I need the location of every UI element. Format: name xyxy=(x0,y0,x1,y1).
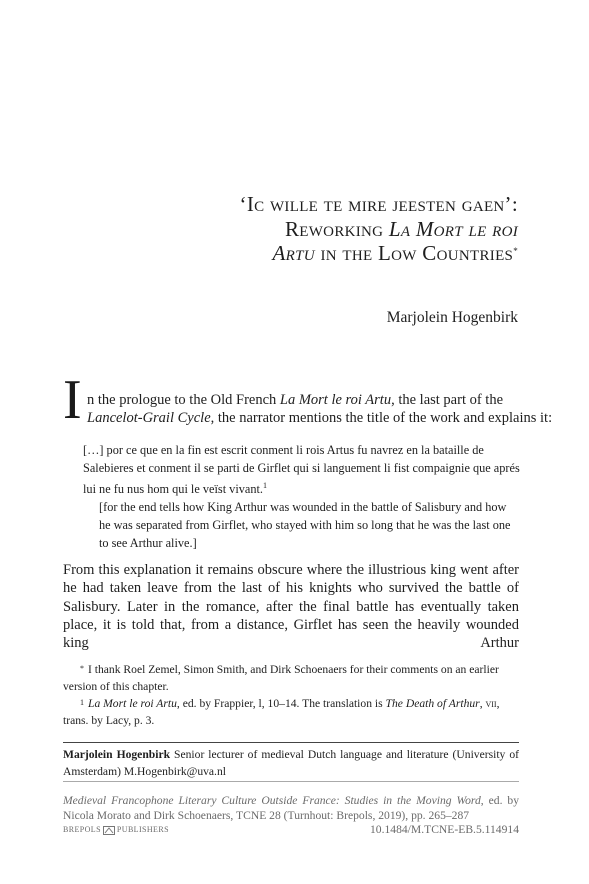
publisher-logo xyxy=(63,825,169,835)
publisher-name-right: PUBLISHERS xyxy=(116,825,169,834)
title-line-1: ‘Ic wille te mire jeesten gaen’: xyxy=(239,192,518,216)
drop-cap: I xyxy=(63,369,82,431)
intro-line-1-suffix: , the last part of the xyxy=(391,392,504,408)
footnote-star-mark: * xyxy=(80,664,84,673)
footnote-1-italic-b: The Death of Arthur xyxy=(385,697,480,710)
publisher-emblem-icon xyxy=(103,826,115,835)
bio-bottom-rule xyxy=(63,781,519,782)
intro-line-1-italic: La Mort le roi Artu xyxy=(279,392,392,408)
intro-line-1 xyxy=(87,392,519,409)
title-line-2-italic: La Mort le roi xyxy=(388,216,518,241)
footnote-1-text-a: , ed. by Frappier, l, 10–14. The translation is xyxy=(176,697,386,710)
body-paragraph: From this explanation it remains obscure where the illustrious king went after he had taken leave from the last of his knights who survived the battle of Salisbury. Later in the romance, after the final battle has eventually taken place, it is told that, from a distance, Girflet has seen the heavily wounded king Arthur xyxy=(63,562,519,652)
footnote-star-text: I thank Roel Zemel, Simon Smith, and Dirk Schoenaers for their comments on an earlier version of this chapter. xyxy=(63,663,499,693)
author-bio xyxy=(63,746,519,780)
bio-text: Senior lecturer of medieval Dutch language and literature (University of Amsterdam) M.Hogenbirk@uva.nl xyxy=(63,748,519,778)
footnote-1-italic-a: La Mort le roi Artu xyxy=(88,697,177,710)
footnote-star xyxy=(63,661,519,695)
bio-name: Marjolein Hogenbirk xyxy=(63,748,171,761)
french-quotation-text: […] por ce que en la fin est escrit conment li rois Artus fu navrez en la bataille de Salebieres et conment il se parti de Girflet qui si languement li fist compaignie que aprés lui ne fu nus hom qui le veïst vivant. xyxy=(83,443,520,497)
footnote-1 xyxy=(63,695,519,729)
french-quotation xyxy=(83,441,523,498)
intro-line-1-prefix: n the prologue to the Old French xyxy=(87,392,280,408)
bio-top-rule xyxy=(63,742,519,743)
title-line-2 xyxy=(240,217,518,242)
english-translation: [for the end tells how King Arthur was wounded in the battle of Salisbury and how he was separated from Girflet, who stayed with him so long that he was the last one to see Arthur alive.] xyxy=(99,500,511,550)
intro-line-2-italic: Lancelot-Grail Cycle xyxy=(87,410,211,426)
doi-link[interactable]: 10.1484/M.TCNE-EB.5.114914 xyxy=(370,823,519,836)
intro-line-2 xyxy=(87,410,553,427)
title-line-2-prefix: Reworking xyxy=(284,216,389,241)
publisher-name-left: BREPOLS xyxy=(63,825,101,834)
footnote-1-text-b: , xyxy=(479,697,486,710)
book-citation xyxy=(63,793,519,823)
title-line-3-suffix: in the Low Countries xyxy=(314,241,514,265)
intro-line-2-suffix: , the narrator mentions the title of the work and explains it: xyxy=(210,410,553,426)
french-quotation-footnote-mark: 1 xyxy=(263,481,267,490)
title-line-3 xyxy=(240,241,518,266)
footnote-1-smallcaps: vii xyxy=(485,697,497,710)
chapter-title xyxy=(240,192,518,266)
title-footnote-mark: * xyxy=(513,246,518,256)
title-line-3-italic: Artu xyxy=(272,241,315,265)
citation-rest: , ed. by Nicola Morato and Dirk Schoenaers, TCNE 28 (Turnhout: Brepols, 2019), pp. 265–287 xyxy=(63,794,519,822)
footnote-1-text-c: , trans. by Lacy, p. 3. xyxy=(63,697,500,727)
footnote-1-mark: 1 xyxy=(80,698,84,707)
author-name: Marjolein Hogenbirk xyxy=(386,309,518,326)
citation-italic: Medieval Francophone Literary Culture Outside France: Studies in the Moving Word xyxy=(63,794,481,807)
